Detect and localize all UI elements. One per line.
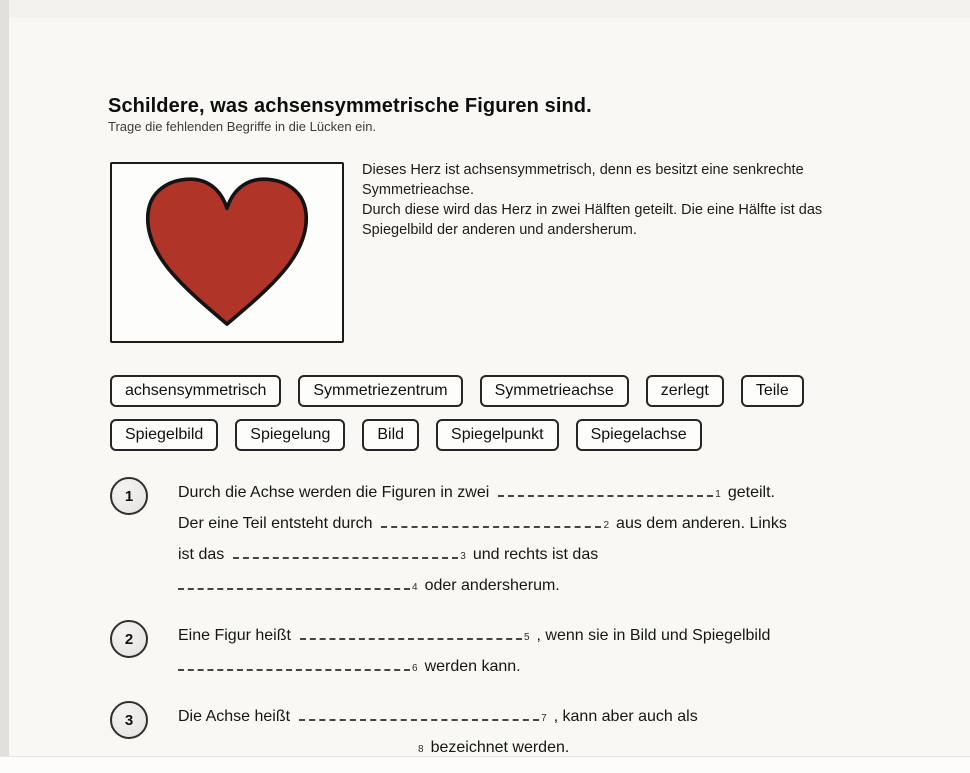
question-1 bbox=[110, 477, 910, 601]
gap-blank-3[interactable] bbox=[233, 544, 458, 559]
word-chip-achsensymmetrisch[interactable]: achsensymmetrisch bbox=[110, 375, 281, 407]
question-text: Eine Figur heißt bbox=[178, 627, 291, 644]
gap-number: 2 bbox=[603, 520, 610, 531]
word-chip-spiegelachse[interactable]: Spiegelachse bbox=[576, 419, 702, 451]
question-3-number-badge: 3 bbox=[110, 701, 148, 739]
question-1-text bbox=[178, 477, 787, 601]
question-3-text bbox=[178, 701, 698, 763]
gap-blank-5[interactable] bbox=[300, 625, 522, 640]
word-chip-symmetrieachse[interactable]: Symmetrieachse bbox=[480, 375, 629, 407]
example-description-line: Spiegelbild der anderen und andersherum. bbox=[362, 222, 637, 238]
question-text: , kann aber auch als bbox=[553, 708, 698, 725]
example-description bbox=[362, 160, 882, 240]
question-text: Die Achse heißt bbox=[178, 708, 291, 725]
gap-blank-7[interactable] bbox=[299, 706, 539, 721]
question-text: Durch die Achse werden die Figuren in zwei bbox=[178, 484, 490, 501]
left-edge-band bbox=[0, 0, 9, 757]
word-chip-bild[interactable]: Bild bbox=[362, 419, 419, 451]
word-chip-spiegelung[interactable]: Spiegelung bbox=[235, 419, 345, 451]
gap-number: 3 bbox=[460, 551, 466, 562]
question-2 bbox=[110, 620, 910, 682]
word-bank-row-1 bbox=[110, 375, 804, 407]
example-image-frame bbox=[110, 162, 344, 343]
gap-number: 7 bbox=[541, 713, 547, 724]
word-chip-spiegelbild[interactable]: Spiegelbild bbox=[110, 419, 218, 451]
top-edge-band bbox=[0, 0, 970, 18]
heart-icon bbox=[135, 171, 319, 335]
gap-blank-8[interactable] bbox=[178, 737, 416, 752]
example-description-line: Dieses Herz ist achsensymmetrisch, denn es besitzt eine senkrechte bbox=[362, 162, 804, 178]
question-list bbox=[110, 477, 910, 773]
gap-number: 4 bbox=[412, 582, 418, 593]
word-chip-teile[interactable]: Teile bbox=[741, 375, 804, 407]
example-description-line: Symmetrieachse. bbox=[362, 182, 475, 198]
word-chip-spiegelpunkt[interactable]: Spiegelpunkt bbox=[436, 419, 559, 451]
question-text: aus dem anderen. Links bbox=[616, 515, 787, 532]
question-2-text bbox=[178, 620, 770, 682]
gap-blank-6[interactable] bbox=[178, 656, 410, 671]
gap-blank-1[interactable] bbox=[498, 482, 713, 497]
question-3 bbox=[110, 701, 910, 763]
question-text: Der eine Teil entsteht durch bbox=[178, 515, 373, 532]
question-text: geteilt. bbox=[727, 484, 775, 501]
word-chip-symmetriezentrum[interactable]: Symmetriezentrum bbox=[298, 375, 462, 407]
gap-number: 5 bbox=[523, 632, 530, 643]
word-chip-zerlegt[interactable]: zerlegt bbox=[646, 375, 724, 407]
question-1-number-badge: 1 bbox=[110, 477, 148, 515]
gap-number: 1 bbox=[715, 489, 721, 500]
question-text: oder andersherum. bbox=[424, 577, 560, 594]
gap-number: 6 bbox=[412, 663, 418, 674]
gap-blank-2[interactable] bbox=[381, 513, 601, 528]
page-subtitle: Trage die fehlenden Begriffe in die Lücken ein. bbox=[108, 119, 377, 134]
question-text: bezeichnet werden. bbox=[430, 739, 570, 756]
question-text: ist das bbox=[178, 546, 225, 563]
question-text: und rechts ist das bbox=[472, 546, 599, 563]
question-2-number-badge: 2 bbox=[110, 620, 148, 658]
question-text: , wenn sie in Bild und Spiegelbild bbox=[536, 627, 771, 644]
gap-number: 8 bbox=[418, 744, 424, 755]
example-description-line: Durch diese wird das Herz in zwei Hälften geteilt. Die eine Hälfte ist das bbox=[362, 202, 823, 218]
question-text: werden kann. bbox=[424, 658, 521, 675]
gap-blank-4[interactable] bbox=[178, 575, 410, 590]
word-bank-row-2 bbox=[110, 419, 702, 451]
page-title: Schildere, was achsensymmetrische Figuren sind. bbox=[108, 95, 592, 118]
